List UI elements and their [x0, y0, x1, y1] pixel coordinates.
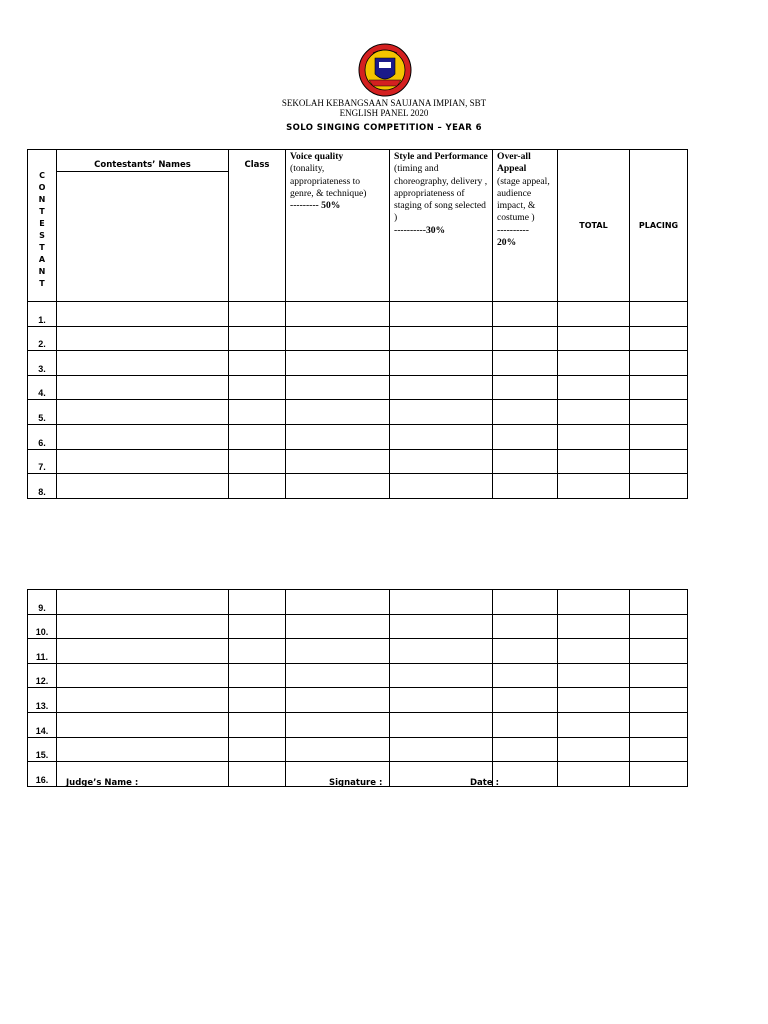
name-cell[interactable]: [57, 688, 229, 713]
voice-score-cell[interactable]: [286, 449, 390, 474]
class-cell[interactable]: [229, 663, 286, 688]
row-number: 1.: [28, 302, 57, 327]
appeal-score-cell[interactable]: [493, 400, 558, 425]
total-cell[interactable]: [558, 400, 630, 425]
contestant-row: [28, 614, 688, 639]
voice-quality-header: [286, 150, 390, 302]
vertical-letter: O: [38, 183, 46, 192]
signature-label: Signature :: [329, 778, 383, 788]
placing-cell[interactable]: [630, 663, 688, 688]
name-cell[interactable]: [57, 326, 229, 351]
row-number: 14.: [28, 712, 57, 737]
names-header-label: Contestants’ Names: [57, 150, 228, 172]
class-cell[interactable]: [229, 449, 286, 474]
class-cell[interactable]: [229, 639, 286, 664]
placing-cell[interactable]: [630, 474, 688, 499]
placing-cell[interactable]: [630, 762, 688, 787]
vertical-letter: C: [39, 171, 45, 180]
contestant-row: [28, 302, 688, 327]
contestant-row: [28, 424, 688, 449]
placing-cell[interactable]: [630, 737, 688, 762]
total-cell[interactable]: [558, 688, 630, 713]
contestant-row: [28, 639, 688, 664]
overall-appeal-header: [493, 150, 558, 302]
vertical-letter: T: [39, 243, 45, 252]
voice-quality-title: Voice quality: [290, 151, 344, 162]
school-header: [0, 98, 768, 118]
total-cell[interactable]: [558, 302, 630, 327]
appeal-score-cell[interactable]: [493, 688, 558, 713]
vertical-letter: T: [39, 207, 45, 216]
placing-cell[interactable]: [630, 712, 688, 737]
style-score-cell[interactable]: [390, 614, 493, 639]
style-score-cell[interactable]: [390, 688, 493, 713]
voice-score-cell[interactable]: [286, 302, 390, 327]
appeal-score-cell[interactable]: [493, 639, 558, 664]
name-cell[interactable]: [57, 737, 229, 762]
name-cell[interactable]: [57, 663, 229, 688]
score-table-part1: [27, 149, 688, 499]
class-cell[interactable]: [229, 474, 286, 499]
total-cell[interactable]: [558, 663, 630, 688]
appeal-score-cell[interactable]: [493, 614, 558, 639]
vertical-letter: T: [39, 279, 45, 288]
voice-score-cell[interactable]: [286, 326, 390, 351]
style-score-cell[interactable]: [390, 639, 493, 664]
class-cell[interactable]: [229, 424, 286, 449]
header-row: [28, 150, 688, 302]
names-header: [57, 150, 229, 302]
contestant-row: [28, 474, 688, 499]
class-header: Class: [229, 150, 286, 302]
row-number: 8.: [28, 474, 57, 499]
placing-header: PLACING: [630, 150, 688, 302]
voice-score-cell[interactable]: [286, 639, 390, 664]
voice-quality-desc: (tonality, appropriateness to genre, & technique): [290, 163, 367, 199]
class-cell[interactable]: [229, 712, 286, 737]
total-cell[interactable]: [558, 712, 630, 737]
total-cell[interactable]: [558, 351, 630, 376]
contestant-row: [28, 663, 688, 688]
voice-score-cell[interactable]: [286, 400, 390, 425]
appeal-score-cell[interactable]: [493, 663, 558, 688]
judge-name-label: Judge’s Name :: [66, 778, 139, 788]
voice-score-cell[interactable]: [286, 590, 390, 615]
school-crest-icon: [355, 42, 415, 98]
contestant-row: [28, 326, 688, 351]
placing-cell[interactable]: [630, 639, 688, 664]
placing-cell[interactable]: [630, 400, 688, 425]
name-cell[interactable]: [57, 302, 229, 327]
style-score-cell[interactable]: [390, 737, 493, 762]
row-number: 5.: [28, 400, 57, 425]
overall-appeal-weight: 20%: [497, 237, 517, 249]
row-number: 12.: [28, 663, 57, 688]
appeal-score-cell[interactable]: [493, 737, 558, 762]
total-cell[interactable]: [558, 449, 630, 474]
voice-score-cell[interactable]: [286, 712, 390, 737]
appeal-score-cell[interactable]: [493, 474, 558, 499]
style-performance-title: Style and Performance: [394, 151, 488, 162]
class-cell[interactable]: [229, 737, 286, 762]
voice-score-cell[interactable]: [286, 663, 390, 688]
style-score-cell[interactable]: [390, 375, 493, 400]
row-number: 7.: [28, 449, 57, 474]
panel-name: ENGLISH PANEL 2020: [339, 108, 429, 118]
total-cell[interactable]: [558, 614, 630, 639]
total-cell[interactable]: [558, 639, 630, 664]
name-cell[interactable]: [57, 424, 229, 449]
score-table-part2: [27, 589, 688, 787]
appeal-score-cell[interactable]: [493, 762, 558, 787]
total-cell[interactable]: [558, 590, 630, 615]
contestant-row: [28, 712, 688, 737]
style-score-cell[interactable]: [390, 302, 493, 327]
total-cell[interactable]: [558, 737, 630, 762]
row-number: 16.: [28, 762, 57, 787]
voice-quality-weight: --------- 50%: [290, 200, 341, 212]
voice-score-cell[interactable]: [286, 424, 390, 449]
name-cell[interactable]: [57, 351, 229, 376]
contestant-row: [28, 449, 688, 474]
contestant-row: [28, 737, 688, 762]
row-number: 10.: [28, 614, 57, 639]
row-number: 2.: [28, 326, 57, 351]
style-score-cell[interactable]: [390, 351, 493, 376]
appeal-score-cell[interactable]: [493, 590, 558, 615]
placing-cell[interactable]: [630, 590, 688, 615]
style-score-cell[interactable]: [390, 474, 493, 499]
placing-cell[interactable]: [630, 688, 688, 713]
overall-appeal-dashes: ----------: [497, 224, 529, 236]
total-cell[interactable]: [558, 762, 630, 787]
row-number: 15.: [28, 737, 57, 762]
date-label: Date :: [470, 778, 499, 788]
class-cell[interactable]: [229, 400, 286, 425]
style-score-cell[interactable]: [390, 400, 493, 425]
name-cell[interactable]: [57, 590, 229, 615]
name-cell[interactable]: [57, 639, 229, 664]
placing-cell[interactable]: [630, 351, 688, 376]
placing-cell[interactable]: [630, 375, 688, 400]
voice-score-cell[interactable]: [286, 375, 390, 400]
row-number: 3.: [28, 351, 57, 376]
contestant-row: [28, 375, 688, 400]
vertical-letter: E: [39, 219, 45, 228]
voice-score-cell[interactable]: [286, 351, 390, 376]
overall-appeal-desc: (stage appeal, audience impact, & costume ): [497, 175, 550, 224]
style-score-cell[interactable]: [390, 449, 493, 474]
row-number: 11.: [28, 639, 57, 664]
appeal-score-cell[interactable]: [493, 375, 558, 400]
appeal-score-cell[interactable]: [493, 712, 558, 737]
voice-score-cell[interactable]: [286, 688, 390, 713]
appeal-score-cell[interactable]: [493, 351, 558, 376]
placing-cell[interactable]: [630, 449, 688, 474]
vertical-letter: A: [38, 255, 46, 264]
appeal-score-cell[interactable]: [493, 302, 558, 327]
appeal-score-cell[interactable]: [493, 424, 558, 449]
total-header: TOTAL: [558, 150, 630, 302]
appeal-score-cell[interactable]: [493, 326, 558, 351]
class-cell[interactable]: [229, 326, 286, 351]
overall-appeal-title: Over-all Appeal: [497, 151, 531, 175]
row-number: 6.: [28, 424, 57, 449]
contestant-row: [28, 590, 688, 615]
total-cell[interactable]: [558, 474, 630, 499]
style-score-cell[interactable]: [390, 663, 493, 688]
style-performance-weight: ----------30%: [394, 224, 446, 236]
class-cell[interactable]: [229, 688, 286, 713]
voice-score-cell[interactable]: [286, 737, 390, 762]
contestant-row: [28, 688, 688, 713]
voice-score-cell[interactable]: [286, 614, 390, 639]
placing-cell[interactable]: [630, 614, 688, 639]
vertical-letter: N: [38, 195, 46, 204]
vertical-letter: N: [38, 267, 46, 276]
class-cell[interactable]: [229, 302, 286, 327]
style-score-cell[interactable]: [390, 590, 493, 615]
total-cell[interactable]: [558, 326, 630, 351]
style-score-cell[interactable]: [390, 712, 493, 737]
page-title: SOLO SINGING COMPETITION – YEAR 6: [286, 123, 482, 133]
vertical-letter: S: [39, 231, 45, 240]
style-score-cell[interactable]: [390, 326, 493, 351]
appeal-score-cell[interactable]: [493, 449, 558, 474]
name-cell[interactable]: [57, 712, 229, 737]
style-performance-desc: (timing and choreography, delivery , appropriateness of staging of song selected ): [394, 163, 488, 224]
style-performance-header: [390, 150, 493, 302]
contestant-row: [28, 400, 688, 425]
contestant-vertical-header: [28, 150, 57, 302]
total-cell[interactable]: [558, 375, 630, 400]
row-number: 9.: [28, 590, 57, 615]
school-name: SEKOLAH KEBANGSAAN SAUJANA IMPIAN, SBT: [281, 98, 487, 108]
name-cell[interactable]: [57, 400, 229, 425]
class-cell[interactable]: [229, 351, 286, 376]
class-cell[interactable]: [229, 614, 286, 639]
contestant-row: [28, 351, 688, 376]
class-cell[interactable]: [229, 590, 286, 615]
placing-cell[interactable]: [630, 424, 688, 449]
class-cell[interactable]: [229, 375, 286, 400]
total-cell[interactable]: [558, 424, 630, 449]
voice-score-cell[interactable]: [286, 474, 390, 499]
placing-cell[interactable]: [630, 302, 688, 327]
row-number: 4.: [28, 375, 57, 400]
name-cell[interactable]: [57, 614, 229, 639]
class-cell[interactable]: [229, 762, 286, 787]
name-cell[interactable]: [57, 474, 229, 499]
style-score-cell[interactable]: [390, 424, 493, 449]
name-cell[interactable]: [57, 375, 229, 400]
name-cell[interactable]: [57, 449, 229, 474]
placing-cell[interactable]: [630, 326, 688, 351]
row-number: 13.: [28, 688, 57, 713]
